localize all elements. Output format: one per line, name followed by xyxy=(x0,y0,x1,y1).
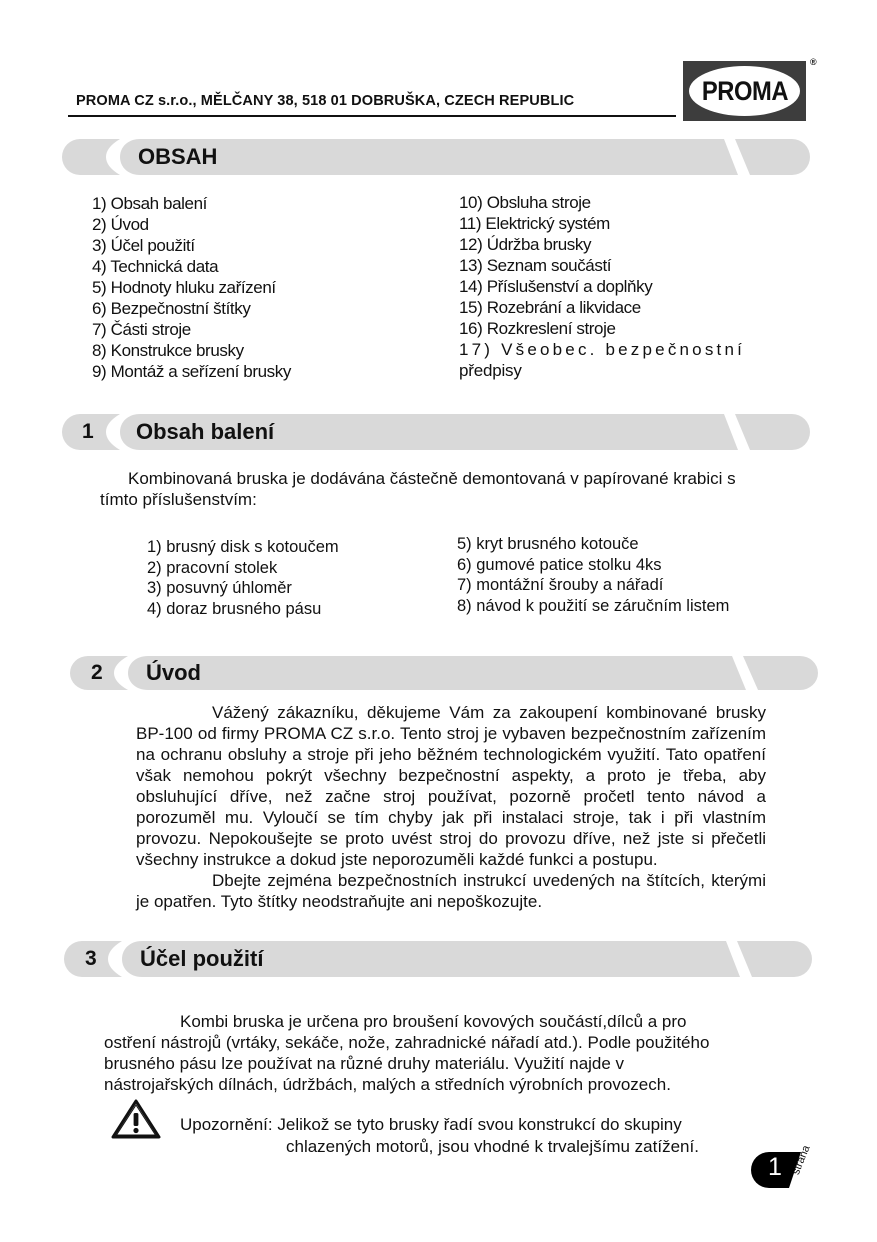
toc-list-right xyxy=(459,192,749,381)
package-item: 2) pracovní stolek xyxy=(147,558,278,577)
intro-line: tímto příslušenstvím: xyxy=(100,490,257,509)
safety-paragraph: Dbejte zejména bezpečnostních instrukcí uvedených na štítcích, kterými je opatřen. Tyto štítky neodstraňujte ani nepoškozujte. xyxy=(136,871,766,911)
warning-label: Upozornění: xyxy=(180,1115,273,1134)
toc-item[interactable]: 2) Úvod xyxy=(92,215,149,234)
section-number: 3 xyxy=(85,947,97,970)
toc-item[interactable]: 15) Rozebrání a likvidace xyxy=(459,298,641,317)
warning-note xyxy=(180,1114,699,1158)
intro-line: Kombinovaná bruska je dodávána částečně demontovaná v papírované krabici s xyxy=(128,469,736,488)
toc-item[interactable]: 6) Bezpečnostní štítky xyxy=(92,299,251,318)
warning-line xyxy=(180,1114,699,1136)
package-item: 8) návod k použití se záručním listem xyxy=(457,596,730,615)
section-number: 2 xyxy=(91,661,103,684)
body-line: brusného pásu lze používat na různé druhy materiálu. Využití najde v xyxy=(104,1054,625,1073)
toc-item[interactable]: 14) Příslušenství a doplňky xyxy=(459,277,653,296)
toc-item[interactable]: 4) Technická data xyxy=(92,257,219,276)
package-item: 5) kryt brusného kotouče xyxy=(457,535,639,553)
toc-item[interactable]: 9) Montáž a seřízení brusky xyxy=(92,362,291,381)
section-title: Účel použití xyxy=(140,946,264,971)
section-bar-toc xyxy=(62,139,810,175)
section-1-intro xyxy=(100,468,800,510)
toc-item[interactable]: 11) Elektrický systém xyxy=(459,214,610,233)
page-number: 1 xyxy=(768,1153,782,1181)
toc-item[interactable]: 17) Všeobec. bezpečnostní xyxy=(459,340,746,359)
warning-line: chlazených motorů, jsou vhodné k trvalejšímu zatížení. xyxy=(286,1137,699,1156)
toc-item[interactable]: 1) Obsah balení xyxy=(92,194,207,213)
package-item: 3) posuvný úhloměr xyxy=(147,579,292,597)
package-list-right xyxy=(457,534,729,616)
toc-item[interactable]: 5) Hodnoty hluku zařízení xyxy=(92,278,276,297)
section-2-body xyxy=(136,702,766,912)
package-item: 1) brusný disk s kotoučem xyxy=(147,538,339,556)
package-item: 7) montážní šrouby a nářadí xyxy=(457,576,664,594)
section-title: Obsah balení xyxy=(136,419,275,444)
section-bar-3 xyxy=(64,941,812,977)
page-label: strana xyxy=(790,1143,813,1177)
intro-paragraph: Vážený zákazníku, děkujeme Vám za zakoupení kombinované brusky BP-100 od firmy PROMA CZ s.r.o. Tento stroj je vybaven bezpečnostním zařízením na ochranu obsluhy a stroje při jeho běžném technologickém využití. Tato opatření však nemohou pokrýt všechny bezpečnostní aspekty, a proto je třeba, aby obsluhující dříve, než začne stroj používat, pozorně pročetl tento návod a porozuměl mu. Vyloučí se tím chyby jak při instalaci stroje, tak i při vlastním provozu. Nepokoušejte se proto uvést stroj do provozu dříve, než jste si přečetli všechny instrukce a dokud jste neporozuměli každé funkci a postupu. xyxy=(136,703,766,869)
package-item: 4) doraz brusného pásu xyxy=(147,599,322,618)
section-bar-1 xyxy=(62,414,810,450)
registered-mark: ® xyxy=(810,57,817,67)
toc-item[interactable]: 10) Obsluha stroje xyxy=(459,193,591,212)
section-3-body xyxy=(104,1011,784,1095)
logo-text: PROMA xyxy=(701,75,788,106)
section-bar-2 xyxy=(70,656,818,692)
warning-text: Jelikož se tyto brusky řadí svou konstrukcí do skupiny xyxy=(277,1115,682,1134)
toc-item[interactable]: 8) Konstrukce brusky xyxy=(92,341,244,360)
company-address: PROMA CZ s.r.o., MĚLČANY 38, 518 01 DOBRUŠKA, CZECH REPUBLIC xyxy=(76,92,575,109)
section-number: 1 xyxy=(82,420,94,443)
toc-item-continuation[interactable]: předpisy xyxy=(459,361,522,380)
toc-item[interactable]: 3) Účel použití xyxy=(92,236,195,255)
toc-item[interactable]: 16) Rozkreslení stroje xyxy=(459,319,616,338)
header-divider xyxy=(68,115,676,117)
toc-item[interactable]: 7) Části stroje xyxy=(92,320,191,339)
logo-oval xyxy=(689,66,800,116)
body-line: nástrojařských dílnách, údržbách, malých a středních výrobních provozech. xyxy=(104,1075,671,1094)
toc-list-left xyxy=(92,193,291,382)
package-list-left xyxy=(147,537,339,619)
body-line: Kombi bruska je určena pro broušení kovových součástí,dílců a pro xyxy=(180,1012,687,1031)
body-line: ostření nástrojů (vrtáky, sekáče, nože, zahradnické nářadí atd.). Podle použitého xyxy=(104,1033,710,1052)
warning-icon xyxy=(110,1098,162,1140)
toc-item[interactable]: 12) Údržba brusky xyxy=(459,235,592,254)
toc-item[interactable]: 13) Seznam součástí xyxy=(459,256,612,275)
proma-logo xyxy=(683,61,806,121)
section-title: Úvod xyxy=(146,660,201,685)
package-item: 6) gumové patice stolku 4ks xyxy=(457,555,662,574)
toc-title: OBSAH xyxy=(138,144,218,169)
